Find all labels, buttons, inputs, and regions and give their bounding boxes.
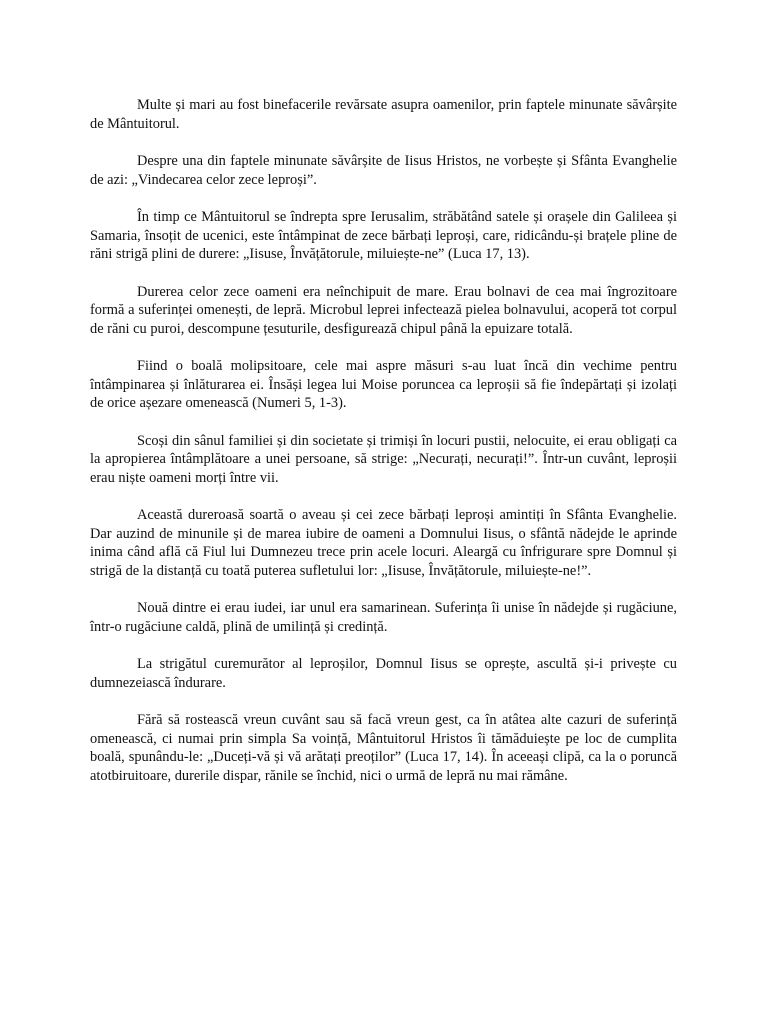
paragraph-5: Fiind o boală molipsitoare, cele mai aspre măsuri s-au luat încă din vechime pentru întâmpinarea și înlăturarea ei. Însăși legea lui Moise poruncea ca leproșii să fie îndepărtați și izolați de orice așezare omenească (Numeri 5, 1-3). [90, 358, 677, 411]
paragraph-2: Despre una din faptele minunate săvârșite de Iisus Hristos, ne vorbește și Sfânta Evanghelie de azi: „Vindecarea celor zece leproși”. [90, 153, 677, 188]
paragraph-6: Scoși din sânul familiei și din societate și trimiși în locuri pustii, nelocuite, ei erau obligați ca la apropierea întâmplătoare a unei persoane, să strige: „Necurați, necurați!”. Într-un cuvânt, leproșii erau niște oameni morți între vii. [90, 432, 677, 486]
paragraph-7: Această dureroasă soartă o aveau și cei zece bărbați leproși amintiți în Sfânta Evanghelie. Dar auzind de minunile și de marea iubire de oameni a Domnului Iisus, o sfântă nădejde le aprinde inima când află că Fiul lui Dumnezeu trece prin acele locuri. Aleargă cu înfrigurare spre Domnul și strigă de la distanță cu toată puterea sufletului lor: „Iisuse, Învățătorule, miluiește-ne!”. [90, 507, 677, 579]
document-body [90, 96, 677, 804]
paragraph-9: La strigătul curemurător al leproșilor, Domnul Iisus se oprește, ascultă și-i privește cu dumnezeiască îndurare. [90, 656, 677, 691]
paragraph-10: Fără să rostească vreun cuvânt sau să facă vreun gest, ca în atâtea alte cazuri de suferință omenească, ci numai prin simpla Sa voință, Mântuitorul Hristos îi tămăduiește pe loc de cumplita boală, spunându-le: „Duceți-vă și vă arătați preoților” (Luca 17, 14). În aceeași clipă, ca la o poruncă atotbiruitoare, durerile dispar, rănile se închid, nici o urmă de lepră nu mai rămâne. [90, 712, 677, 784]
paragraph-1: Multe și mari au fost binefacerile revărsate asupra oamenilor, prin faptele minunate săvârșite de Mântuitorul. [90, 97, 677, 132]
paragraph-4: Durerea celor zece oameni era neînchipuit de mare. Erau bolnavi de cea mai îngrozitoare formă a suferinței omenești, de lepră. Microbul leprei infectează pielea bolnavului, acoperă tot corpul de răni cu puroi, descompune țesuturile, desfigurează chipul până la epuizare totală. [90, 283, 677, 337]
paragraph-8: Nouă dintre ei erau iudei, iar unul era samarinean. Suferința îi unise în nădejde și rugăciune, într-o rugăciune caldă, plină de umilință și credință. [90, 600, 677, 635]
paragraph-3: În timp ce Mântuitorul se îndrepta spre Ierusalim, străbătând satele și orașele din Galileea și Samaria, însoțit de ucenici, este întâmpinat de zece bărbați leproși, care, ridicându-și brațele pline de răni strigă plini de durere: „Iisuse, Învățătorule, miluiește-ne” (Luca 17, 13). [90, 209, 677, 262]
